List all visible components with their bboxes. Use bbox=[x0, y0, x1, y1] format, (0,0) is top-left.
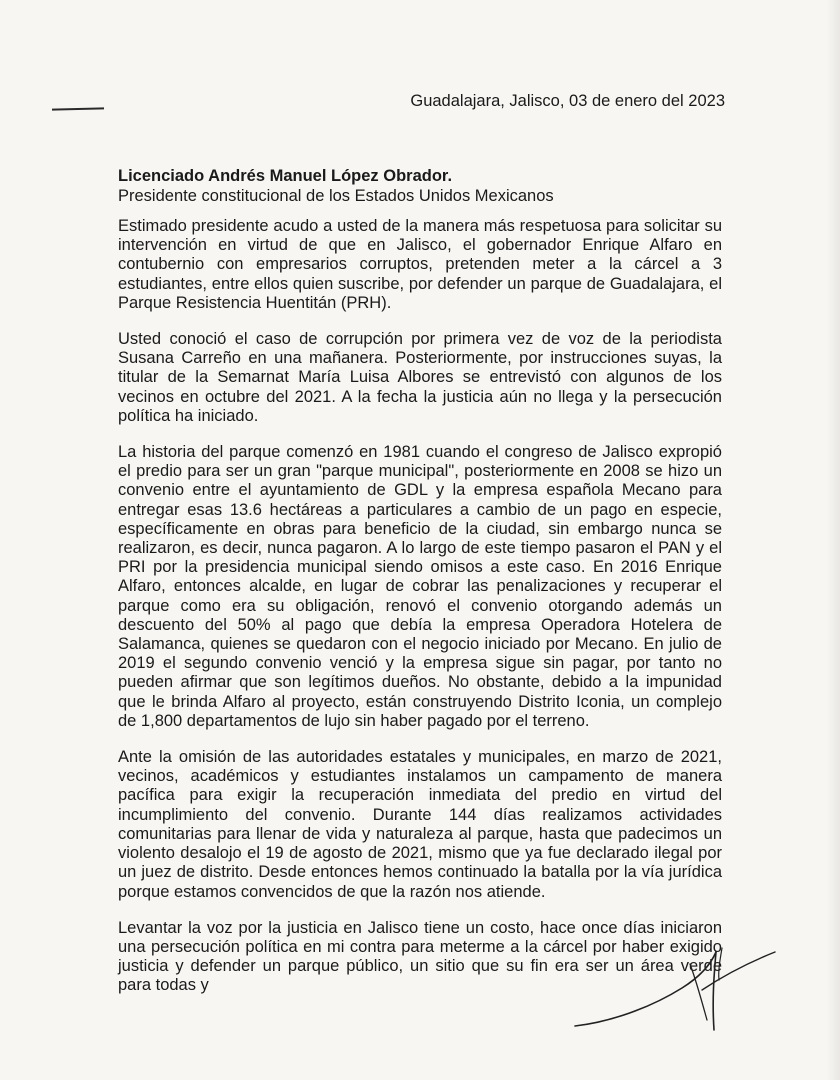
recipient-block bbox=[118, 166, 554, 206]
scan-edge-shade bbox=[826, 0, 840, 1080]
handwritten-signature bbox=[570, 930, 780, 1040]
paragraph-1: Estimado presidente acudo a usted de la manera más respetuosa para solicitar su intervención en virtud de que en Jalisco, el gobernador Enrique Alfaro en contubernio con empresarios corruptos, pretenden meter a la cárcel a 3 estudiantes, entre ellos quien suscribe, por defender un parque de Guadalajara, el Parque Resistencia Huentitán (PRH). bbox=[118, 217, 722, 312]
letter-body bbox=[118, 217, 722, 1013]
recipient-name: Licenciado Andrés Manuel López Obrador. bbox=[118, 167, 453, 185]
margin-dash-mark bbox=[52, 107, 104, 110]
paragraph-2: Usted conoció el caso de corrupción por primera vez de voz de la periodista Susana Carreño en una mañanera. Posteriormente, por instrucciones suyas, la titular de la Semarnat María Luisa Albores se entrevistó con algunos de los vecinos en octubre del 2021. A la fecha la justicia aún no llega y la persecución política ha iniciado. bbox=[118, 330, 722, 425]
paragraph-4: Ante la omisión de las autoridades estatales y municipales, en marzo de 2021, vecinos, académicos y estudiantes instalamos un campamento de manera pacífica para exigir la recuperación inmediata del predio en virtud del incumplimiento del convenio. Durante 144 días realizamos actividades comunitarias para llenar de vida y naturaleza al parque, hasta que padecimos un violento desalojo el 19 de agosto de 2021, mismo que ya fue declarado ilegal por un juez de distrito. Desde entonces hemos continuado la batalla por la vía jurídica porque estamos convencidos de que la razón nos atiende. bbox=[118, 748, 722, 901]
date-line: Guadalajara, Jalisco, 03 de enero del 2023 bbox=[410, 92, 725, 110]
paragraph-5: Levantar la voz por la justicia en Jalisco tiene un costo, hace once días iniciaron una persecución política en mi contra para meterme a la cárcel por haber exigido justicia y defender un parque público, un sitio que su fin era ser un área verde para todas y bbox=[118, 918, 722, 995]
recipient-title: Presidente constitucional de los Estados Unidos Mexicanos bbox=[118, 187, 554, 205]
paragraph-3: La historia del parque comenzó en 1981 cuando el congreso de Jalisco expropió el predio para ser un gran "parque municipal", posteriormente en 2008 se hizo un convenio entre el ayuntamiento de GDL y la empresa española Mecano para entregar esas 13.6 hectáreas a particulares a cambio de un pago en especie, específicamente en obras para beneficio de la ciudad, sin embargo nunca se realizaron, es decir, nunca pagaron. A lo largo de este tiempo pasaron el PAN y el PRI por la presidencia municipal siendo omisos a este caso. En 2016 Enrique Alfaro, entonces alcalde, en lugar de cobrar las penalizaciones y recuperar el parque como era su obligación, renovó el convenio otorgando además un descuento del 50% al pago que debía la empresa Operadora Hotelera de Salamanca, quienes se quedaron con el negocio iniciado por Mecano. En julio de 2019 el segundo convenio venció y la empresa sigue sin pagar, por tanto no pueden afirmar que son legítimos dueños. No obstante, debido a la impunidad que le brinda Alfaro al proyecto, están construyendo Distrito Iconia, un complejo de 1,800 departamentos de lujo sin haber pagado por el terreno. bbox=[118, 443, 722, 730]
